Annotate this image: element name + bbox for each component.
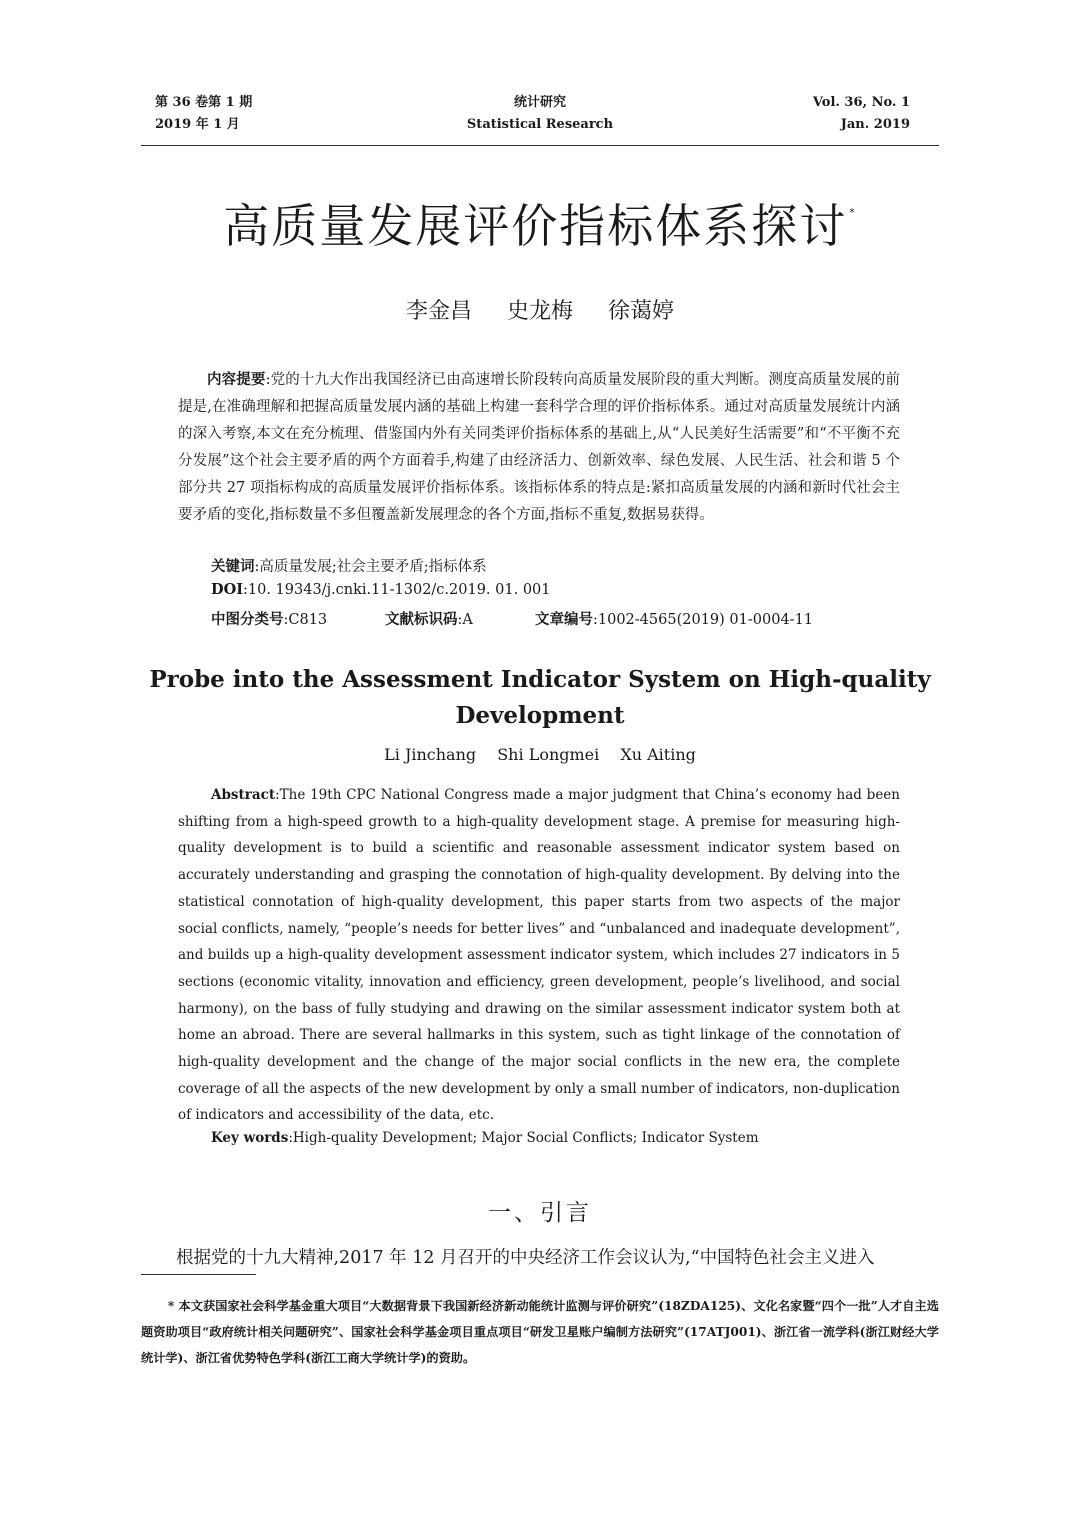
header-date-cn: 2019 年 1 月 (155, 117, 240, 132)
keywords-cn-label: 关键词 (211, 558, 255, 575)
body-paragraph: 根据党的十九大精神,2017 年 12 月召开的中央经济工作会议认为,“中国特色社会主义进入 (176, 1248, 875, 1268)
abstract-en-text: :The 19th CPC National Congress made a major judgment that China’s economy had been shifting from a high-speed growth to a high-quality development stage. A premise for measuring high-quality development is to build a scientific and reasonable assessment indicator system based on accurately understanding and grasping the connotation of high-quality development. By delving into the statistical connotation of high-quality development, this paper starts from two aspects of the major social conflicts, namely, “people’s needs for better lives” and “unbalanced and inadequate development”, and builds up a high-quality development assessment indicator system, which includes 27 indicators in 5 sections (economic vitality, innovation and efficiency, green development, people’s livelihood, and social harmony), on the bass of fully studying and drawing on the similar assessment indicator system both at home an abroad. There are several hallmarks in this system, such as tight linkage of the connotation of high-quality development and the change of the major social conflicts in the new era, the complete coverage of all the aspects of the new development by only a small number of indicators, non-duplication of indicators and accessibility of the data, etc. (178, 787, 900, 1124)
english-title-line1: Probe into the Assessment Indicator System on High-quality (149, 666, 931, 693)
keywords-cn (211, 555, 487, 576)
header-date-en: Jan. 2019 (840, 117, 910, 132)
header-volume-cn: 第 36 卷第 1 期 (155, 95, 253, 110)
author-en: Xu Aiting (620, 745, 696, 764)
author-cn: 徐蔼婷 (608, 299, 675, 324)
doi-label: DOI (211, 581, 243, 598)
header-volume-en: Vol. 36, No. 1 (812, 95, 910, 110)
header-rule (141, 145, 939, 146)
header-journal-en: Statistical Research (466, 117, 614, 132)
keywords-en-label: Key words (211, 1130, 289, 1146)
abstract-en-label: Abstract (211, 787, 276, 803)
header-journal (0, 92, 1080, 136)
article-title (0, 190, 1080, 256)
doc-value: :A (457, 612, 473, 628)
article-title-text: 高质量发展评价指标体系探讨 (223, 199, 848, 253)
footnote: * 本文获国家社会科学基金重大项目“大数据背景下我国新经济新动能统计监测与评价研究”(18ZDA125)、文化名家暨“四个一批”人才自主选题资助项目“政府统计相关问题研究”、国家社会科学基金项目重点项目“研发卫星账户编制方法研究”(17ATJ001)、浙江省一流学科(浙江财经大学统计学)、浙江省优势特色学科(浙江工商大学统计学)的资助。 (141, 1299, 939, 1365)
article-value: :1002-4565(2019) 01-0004-11 (593, 612, 814, 628)
classification-line (211, 608, 813, 629)
article-label: 文章编号 (535, 611, 593, 628)
title-footnote-mark: * (849, 206, 857, 219)
abstract-cn-text: :党的十九大作出我国经济已由高速增长阶段转向高质量发展阶段的重大判断。测度高质量发展的前提是,在准确理解和把握高质量发展内涵的基础上构建一套科学合理的评价指标体系。通过对高质量发展统计内涵的深入考察,本文在充分梳理、借鉴国内外有关同类评价指标体系的基础上,从“人民美好生活需要”和“不平衡不充分发展”这个社会主要矛盾的两个方面着手,构建了由经济活力、创新效率、绿色发展、人民生活、社会和谐 5 个部分共 27 项指标构成的高质量发展评价指标体系。该指标体系的特点是:紧扣高质量发展的内涵和新时代社会主要矛盾的变化,指标数量不多但覆盖新发展理念的各个方面,指标不重复,数据易获得。 (178, 372, 900, 523)
english-title (0, 662, 1080, 734)
author-en: Li Jinchang (384, 745, 477, 764)
clc-label: 中图分类号 (211, 611, 284, 628)
footnote-rule (141, 1274, 256, 1275)
authors-en (0, 745, 1080, 764)
header-journal-cn: 统计研究 (513, 95, 566, 110)
author-en: Shi Longmei (497, 745, 600, 764)
header-issue-en (780, 92, 910, 136)
abstract-en (178, 782, 900, 1129)
author-cn: 李金昌 (405, 299, 472, 324)
doc-label: 文献标识码 (385, 611, 458, 628)
clc-value: :C813 (283, 612, 328, 628)
abstract-cn-label: 内容提要 (207, 371, 266, 388)
section-heading: 一、引言 (488, 1200, 592, 1226)
doi-value: :10. 19343/j.cnki.11-1302/c.2019. 01. 001 (243, 582, 551, 598)
article-number (535, 608, 813, 629)
keywords-cn-text: :高质量发展;社会主要矛盾;指标体系 (254, 559, 487, 575)
abstract-cn (178, 366, 900, 529)
clc-code (211, 608, 385, 629)
keywords-en-text: :High-quality Development; Major Social Conflicts; Indicator System (288, 1130, 759, 1146)
english-title-line2: Development (455, 702, 625, 729)
doc-code (385, 608, 535, 629)
authors-cn (0, 294, 1080, 325)
author-cn: 史龙梅 (506, 299, 573, 324)
keywords-en (211, 1130, 759, 1146)
doi-line (211, 581, 551, 598)
